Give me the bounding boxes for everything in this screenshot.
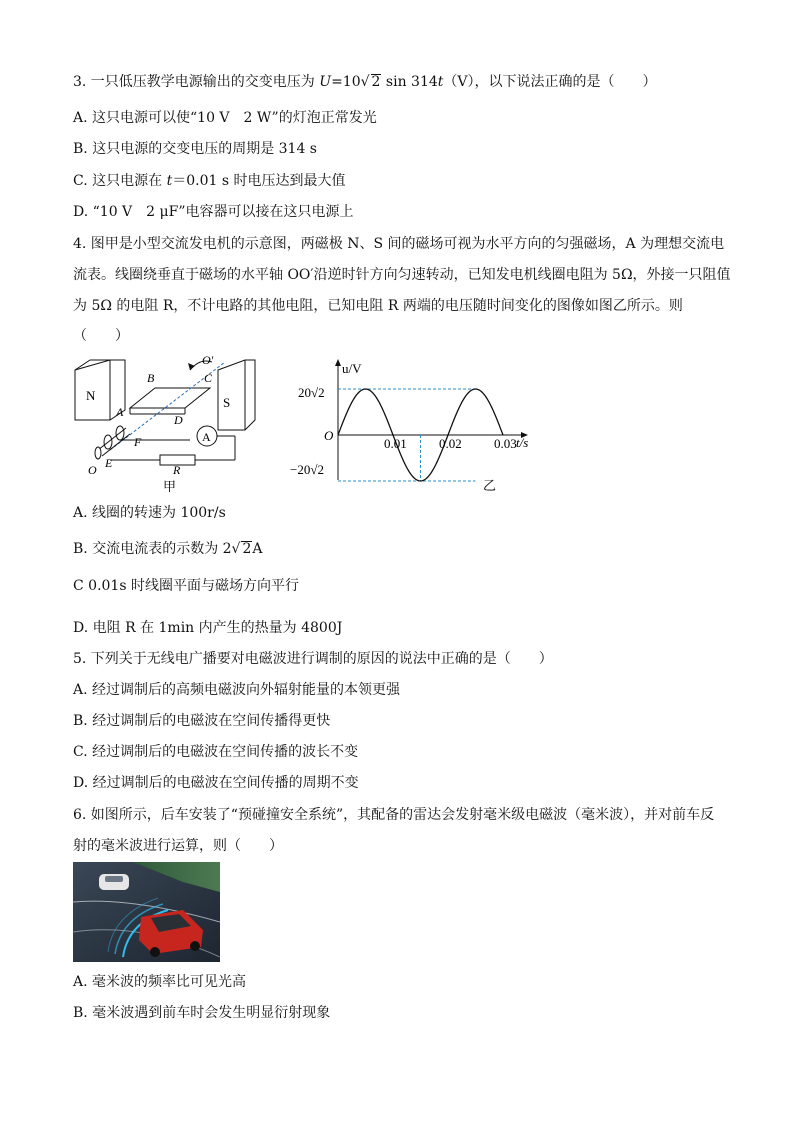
x-tick-label: 0.01 <box>384 436 407 451</box>
label-c: C <box>204 371 213 385</box>
q5-stem: 5. 下列关于无线电广播要对电磁波进行调制的原因的说法中正确的是（ ） <box>73 651 553 667</box>
q4-stem-line1: 4. 图甲是小型交流发电机的示意图，两磁极 N、S 间的磁场可视为水平方向的匀强磁场，A 为理想交流电 <box>73 236 725 252</box>
q3-option-a: A. 这只电源可以使“10 V 2 W”的灯泡正常发光 <box>73 110 377 126</box>
y-axis-label: u/V <box>342 361 362 376</box>
q4-option-d: D. 电阻 R 在 1min 内产生的热量为 4800J <box>73 620 343 636</box>
origin-label: O <box>324 428 334 443</box>
q4-option-a: A. 线圈的转速为 100r/s <box>73 505 226 521</box>
label-e: E <box>105 456 113 470</box>
q4-option-c: C 0.01s 时线圈平面与磁场方向平行 <box>73 578 299 594</box>
q3-option-d: D. “10 V 2 μF”电容器可以接在这只电源上 <box>73 204 354 220</box>
q5-option-d: D. 经过调制后的电磁波在空间传播的周期不变 <box>73 775 359 791</box>
y-tick-min: −20√2 <box>290 462 324 477</box>
generator-diagram <box>70 350 270 495</box>
caption-yi: 乙 <box>483 478 497 493</box>
q4-stem-line3: 为 5Ω 的电阻 R，不计电路的其他电阻，已知电阻 R 两端的电压随时间变化的图像如图乙所示。则 <box>73 298 683 314</box>
coil <box>130 388 210 408</box>
label-s: S <box>223 395 231 410</box>
label-r: R <box>173 463 181 477</box>
label-a: A <box>116 405 124 419</box>
q6-option-b: B. 毫米波遇到前车时会发生明显衍射现象 <box>73 1005 331 1021</box>
x-axis-label: t/s <box>516 435 529 450</box>
label-ammeter: A <box>202 430 211 444</box>
q4-option-b: B. 交流电流表的示数为 2√ 2A <box>73 541 263 557</box>
q3-option-b: B. 这只电源的交变电压的周期是 314 s <box>73 141 317 157</box>
q4-stem-line2: 流表。线圈绕垂直于磁场的水平轴 OO′沿逆时针方向匀速转动，已知发电机线圈电阻为 5Ω，外接一只阻值 <box>73 267 731 283</box>
q3-option-c: C. 这只电源在 t＝0.01 s 时电压达到最大值 <box>73 173 346 189</box>
label-o: O <box>88 463 97 477</box>
q5-option-c: C. 经过调制后的电磁波在空间传播的波长不变 <box>73 744 359 760</box>
y-tick-max: 20√2 <box>298 385 325 400</box>
car-radar-image <box>73 862 220 962</box>
q4-stem-line4: （ ） <box>73 328 129 344</box>
label-d: D <box>174 413 183 427</box>
label-o-prime: O′ <box>202 353 214 367</box>
label-f: F <box>134 435 142 449</box>
voltage-time-chart <box>288 355 548 495</box>
caption-jia: 甲 <box>163 479 177 494</box>
q5-option-b: B. 经过调制后的电磁波在空间传播得更快 <box>73 713 331 729</box>
label-n: N <box>86 388 96 403</box>
x-tick-label: 0.03 <box>494 436 517 451</box>
q5-option-a: A. 经过调制后的高频电磁波向外辐射能量的本领更强 <box>73 682 401 698</box>
label-b: B <box>147 371 155 385</box>
q6-stem-line2: 射的毫米波进行运算，则（ ） <box>73 838 283 854</box>
x-tick-label: 0.02 <box>439 436 462 451</box>
q6-option-a: A. 毫米波的频率比可见光高 <box>73 974 247 990</box>
q3-stem: 3. 一只低压教学电源输出的交变电压为 U=10√ 2 sin 314t（V），以下说法正确的是（ ） <box>73 74 657 90</box>
q6-stem-line1: 6. 如图所示，后车安装了“预碰撞安全系统”，其配备的雷达会发射毫米级电磁波（毫米波），并对前车反 <box>73 807 715 823</box>
